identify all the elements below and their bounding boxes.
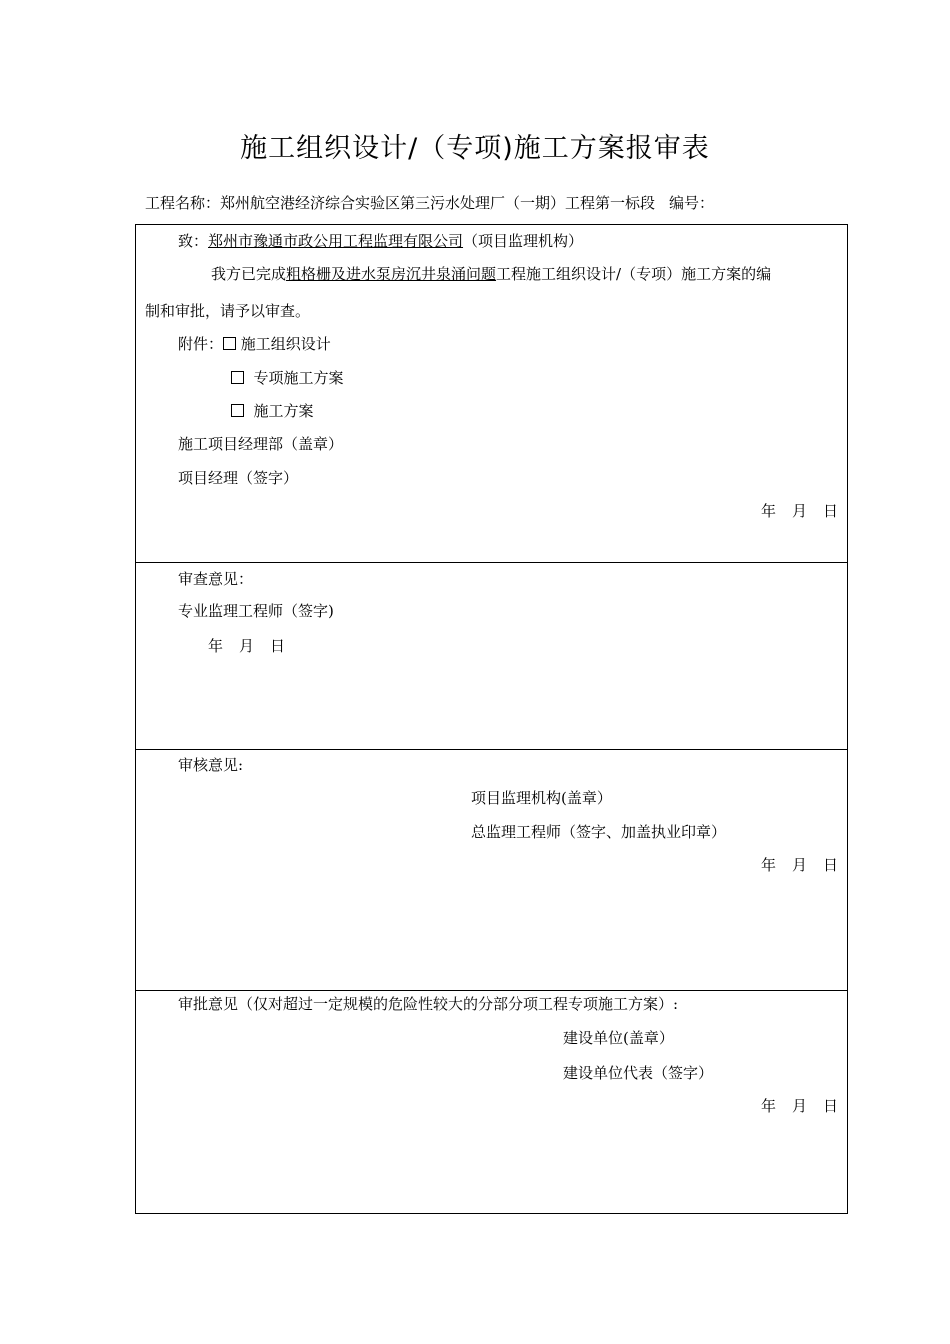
supervision-org-name: 郑州市豫通市政公用工程监理有限公司 bbox=[208, 232, 464, 250]
date-line bbox=[761, 1095, 838, 1116]
body-prefix: 我方已完成 bbox=[211, 265, 287, 283]
date-line bbox=[761, 500, 838, 521]
year-label: 年 bbox=[760, 856, 776, 874]
submission-section bbox=[136, 225, 847, 563]
form-title: 施工组织设计/（专项)施工方案报审表 bbox=[240, 133, 710, 164]
attachment-item-3 bbox=[231, 400, 314, 421]
month-label: 月 bbox=[239, 637, 255, 655]
owner-representative-signature-label: 建设单位代表（签字） bbox=[563, 1064, 714, 1082]
date-line bbox=[208, 635, 285, 656]
chief-engineer-signature-label: 总监理工程师（签字、加盖执业印章） bbox=[471, 823, 727, 841]
body-suffix: 工程施工组织设计/（专项）施工方案的编 bbox=[496, 265, 772, 283]
attachment-label: 施工组织设计 bbox=[240, 335, 331, 353]
addressee-line bbox=[178, 230, 583, 251]
month-label: 月 bbox=[791, 1097, 807, 1115]
supervision-org-seal-label: 项目监理机构(盖章） bbox=[471, 789, 612, 807]
approval-opinion-section bbox=[136, 991, 847, 1213]
submission-body-line2: 制和审批，请予以审查。 bbox=[145, 302, 311, 320]
review-opinion-heading: 审查意见： bbox=[178, 570, 254, 588]
checkbox[interactable] bbox=[231, 371, 244, 384]
checkbox[interactable] bbox=[231, 404, 244, 417]
attachments-label: 附件： bbox=[178, 335, 224, 353]
approval-opinion-heading: 审批意见（仅对超过一定规模的危险性较大的分部分项工程专项施工方案）: bbox=[178, 995, 679, 1013]
owner-unit-seal-label: 建设单位(盖章） bbox=[563, 1029, 674, 1047]
review-opinion-section bbox=[136, 563, 847, 750]
day-label: 日 bbox=[822, 502, 838, 520]
approval-form-table bbox=[135, 224, 848, 1214]
submission-body-line1 bbox=[211, 263, 771, 284]
date-line bbox=[761, 854, 838, 875]
project-name-line bbox=[145, 192, 714, 213]
attachment-item-1 bbox=[178, 333, 331, 354]
audit-opinion-section bbox=[136, 750, 847, 991]
specialist-engineer-signature-label: 专业监理工程师（签字) bbox=[178, 602, 334, 620]
month-label: 月 bbox=[791, 502, 807, 520]
attachment-label: 施工方案 bbox=[253, 402, 314, 420]
attachment-item-2 bbox=[231, 367, 344, 388]
project-dept-seal-label: 施工项目经理部（盖章） bbox=[178, 435, 344, 453]
sub-project-name: 粗格栅及进水泵房沉井泉涌问题 bbox=[286, 265, 497, 283]
number-label: 编号： bbox=[669, 194, 715, 212]
project-manager-signature-label: 项目经理（签字） bbox=[178, 469, 299, 487]
checkbox[interactable] bbox=[223, 337, 236, 350]
year-label: 年 bbox=[208, 637, 224, 655]
day-label: 日 bbox=[822, 856, 838, 874]
attachment-label: 专项施工方案 bbox=[253, 369, 344, 387]
year-label: 年 bbox=[760, 1097, 776, 1115]
day-label: 日 bbox=[270, 637, 286, 655]
project-name-label: 工程名称：郑州航空港经济综合实验区第三污水处理厂（一期）工程第一标段 bbox=[145, 194, 656, 212]
year-label: 年 bbox=[760, 502, 776, 520]
audit-opinion-heading: 审核意见: bbox=[178, 756, 244, 774]
day-label: 日 bbox=[822, 1097, 838, 1115]
addressee-suffix: （项目监理机构） bbox=[463, 232, 584, 250]
addressee-prefix: 致： bbox=[178, 232, 209, 250]
month-label: 月 bbox=[791, 856, 807, 874]
